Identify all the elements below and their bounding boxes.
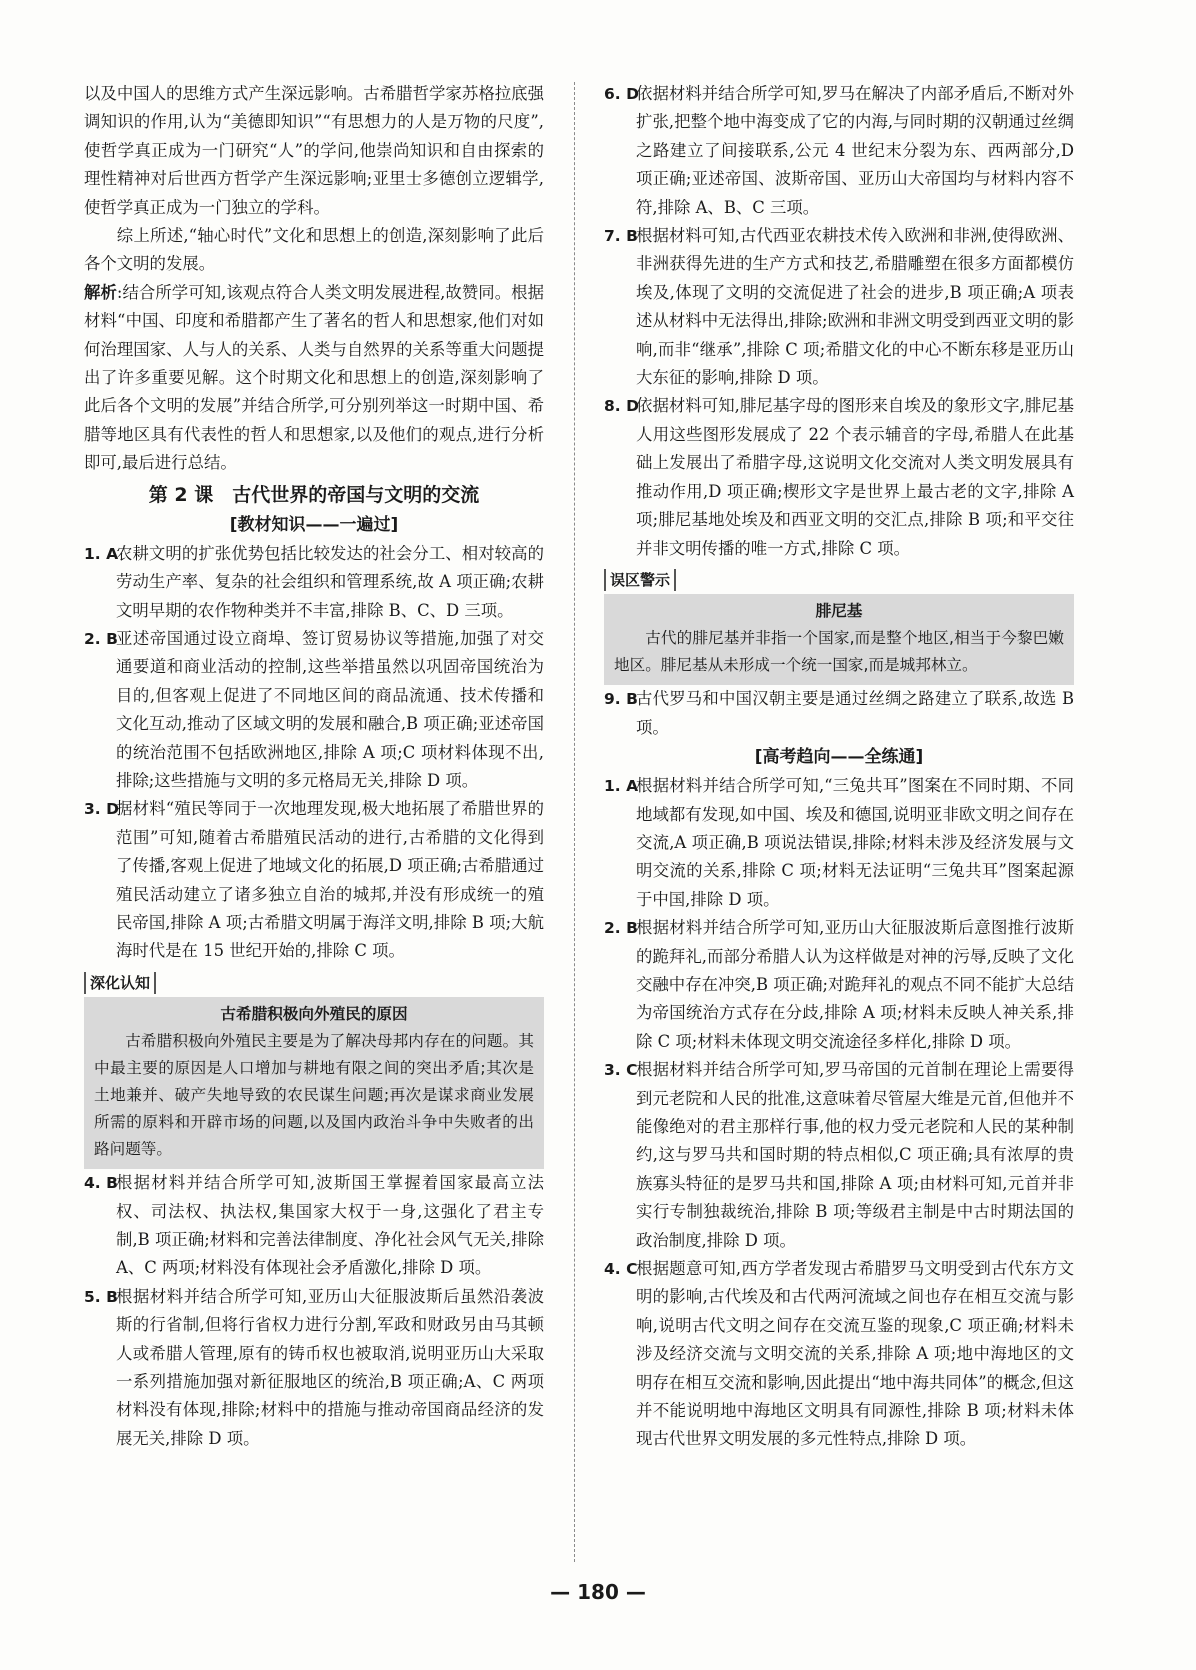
answer-number: 8. D xyxy=(604,397,639,416)
answer-text: 根据材料并结合所学可知,亚历山大征服波斯后虽然沿袭波斯的行省制,但将行省权力进行分割,军政和财政另由马其顿人或希腊人管理,原有的铸币权也被取消,说明亚历山大采取一系列措施加强对新征服地区的统治,B 项正确;A、C 两项材料没有体现,排除;材料中的措施与推动帝国商品经济的发展无关,排除 D 项。 xyxy=(116,1286,544,1448)
answer-text: 据材料“殖民等同于一次地理发现,极大地拓展了希腊世界的范围”可知,随着古希腊殖民活动的进行,古希腊的文化得到了传播,客观上促进了地域文化的拓展,D 项正确;古希腊通过殖民活动建立了诸多独立自治的城邦,并没有形成统一的殖民帝国,排除 A 项;古希腊文明属于海洋文明,排除 B 项;大航海时代是在 15 世纪开始的,排除 C 项。 xyxy=(116,799,544,961)
answer-item xyxy=(604,772,1074,914)
left-column xyxy=(84,80,544,1453)
answer-number: 5. B xyxy=(84,1287,118,1306)
answer-number: 3. D xyxy=(84,800,119,819)
answer-item xyxy=(604,685,1074,742)
answer-number: 2. B xyxy=(84,629,118,648)
answer-number: 1. A xyxy=(84,544,119,563)
answer-text: 依据材料可知,腓尼基字母的图形来自埃及的象形文字,腓尼基人用这些图形发展成了 22 个表示辅音的字母,希腊人在此基础上发展出了希腊字母,这说明文化交流对人类文明发展具有推动作用,D 项正确;楔形文字是世界上最古老的文字,排除 A 项;腓尼基地处埃及和西亚文明的交汇点,排除 B 项;和平交往并非文明传播的唯一方式,排除 C 项。 xyxy=(636,396,1074,558)
analysis-label: 解析 xyxy=(84,282,117,302)
answer-item xyxy=(84,540,544,625)
callout-box xyxy=(604,594,1074,685)
section-heading-exam: [高考趋向——全练通] xyxy=(754,747,924,768)
answer-number: 9. B xyxy=(604,690,638,709)
page-number: — 180 — xyxy=(550,1580,646,1604)
answer-text: 古代罗马和中国汉朝主要是通过丝绸之路建立了联系,故选 B 项。 xyxy=(636,689,1074,737)
callout-title: 腓尼基 xyxy=(815,602,863,621)
column-divider xyxy=(574,82,575,1562)
answer-number: 3. C xyxy=(604,1061,638,1080)
callout-body: 古希腊积极向外殖民主要是为了解决母邦内存在的问题。其中最主要的原因是人口增加与耕地有限之间的突出矛盾;其次是土地兼并、破产失地导致的农民谋生问题;再次是谋求商业发展所需的原料和开辟市场的问题,以及国内政治斗争中失败者的出路问题等。 xyxy=(94,1032,534,1159)
answer-number: 4. B xyxy=(84,1174,118,1193)
analysis-paragraph xyxy=(84,279,544,478)
answer-number: 7. B xyxy=(604,227,638,246)
answer-item xyxy=(604,914,1074,1056)
right-column xyxy=(604,80,1074,1454)
answer-item xyxy=(604,222,1074,392)
callout-title: 古希腊积极向外殖民的原因 xyxy=(220,1005,408,1024)
answer-number: 6. D xyxy=(604,85,639,103)
answer-text: 依据材料并结合所学可知,罗马在解决了内部矛盾后,不断对外扩张,把整个地中海变成了它的内海,与同时期的汉朝通过丝绸之路建立了间接联系,公元 4 世纪末分裂为东、西两部分,D 项正确;亚述帝国、波斯帝国、亚历山大帝国均与材料内容不符,排除 A、B、C 三项。 xyxy=(636,84,1074,217)
callout-tag: 深化认知 xyxy=(84,972,156,994)
callout-tag: 误区警示 xyxy=(604,569,676,591)
answer-item xyxy=(84,625,544,795)
answer-text: 根据材料并结合所学可知,亚历山大征服波斯后意图推行波斯的跪拜礼,而部分希腊人认为这样做是对神的污辱,反映了文化交融中存在冲突,B 项正确;对跪拜礼的观点不同不能扩大总结为帝国统治方式存在分歧,排除 A 项;材料未反映人神关系,排除 C 项;材料未体现文明交流途径多样化,排除 D 项。 xyxy=(636,918,1074,1051)
answer-text: 根据材料并结合所学可知,波斯国王掌握着国家最高立法权、司法权、执法权,集国家大权于一身,这强化了君主专制,B 项正确;材料和完善法律制度、净化社会风气无关,排除 A、C 两项;材料没有体现社会矛盾激化,排除 D 项。 xyxy=(116,1173,544,1278)
continued-paragraph: 以及中国人的思维方式产生深远影响。古希腊哲学家苏格拉底强调知识的作用,认为“美德即知识”“有思想力的人是万物的尺度”,使哲学真正成为一门研究“人”的学问,他崇尚知识和自由探索的理性精神对后世西方哲学产生深远影响;亚里士多德创立逻辑学,使哲学真正成为一门独立的学科。 xyxy=(84,84,544,217)
answer-text: 根据材料可知,古代西亚农耕技术传入欧洲和非洲,使得欧洲、非洲获得先进的生产方式和技艺,希腊雕塑在很多方面都模仿埃及,体现了文明的交流促进了社会的进步,B 项正确;A 项表述从材料中无法得出,排除;欧洲和非洲文明受到西亚文明的影响,而非“继承”,排除 C 项;希腊文化的中心不断东移是亚历山大东征的影响,排除 D 项。 xyxy=(636,226,1074,388)
answer-item xyxy=(604,392,1074,562)
answer-text: 农耕文明的扩张优势包括比较发达的社会分工、相对较高的劳动生产率、复杂的社会组织和管理系统,故 A 项正确;农耕文明早期的农作物种类并不丰富,排除 B、C、D 三项。 xyxy=(116,543,544,620)
section-heading-textbook: [教材知识——一遍过] xyxy=(229,514,399,535)
answer-item xyxy=(84,1283,544,1453)
answer-number: 4. C xyxy=(604,1260,638,1279)
answer-number: 1. A xyxy=(604,777,639,796)
answer-text: 根据材料并结合所学可知,“三兔共耳”图案在不同时期、不同地域都有发现,如中国、埃及和德国,说明亚非欧文明之间存在交流,A 项正确,B 项说法错误,排除;材料未涉及经济发展与文明交流的关系,排除 C 项;材料无法证明“三兔共耳”图案起源于中国,排除 D 项。 xyxy=(636,776,1074,909)
summary-paragraph: 综上所述,“轴心时代”文化和思想上的创造,深刻影响了此后各个文明的发展。 xyxy=(84,226,544,274)
analysis-text: :结合所学可知,该观点符合人类文明发展进程,故赞同。根据材料“中国、印度和希腊都产生了著名的哲人和思想家,他们对如何治理国家、人与人的关系、人类与自然界的关系等重大问题提出了许多重要见解。这个时期文化和思想上的创造,深刻影响了此后各个文明的发展”并结合所学,可分别列举这一时期中国、希腊等地区具有代表性的哲人和思想家,以及他们的观点,进行分析即可,最后进行总结。 xyxy=(84,282,544,473)
answer-item xyxy=(84,795,544,965)
lesson-title: 第 2 课 古代世界的帝国与文明的交流 xyxy=(148,483,480,506)
answer-item xyxy=(604,1255,1074,1454)
answer-text: 亚述帝国通过设立商埠、签订贸易协议等措施,加强了对交通要道和商业活动的控制,这些举措虽然以巩固帝国统治为目的,但客观上促进了不同地区间的商品流通、技术传播和文化互动,推动了区域文明的发展和融合,B 项正确;亚述帝国的统治范围不包括欧洲地区,排除 A 项;C 项材料体现不出,排除;这些措施与文明的多元格局无关,排除 D 项。 xyxy=(116,628,544,790)
answer-item xyxy=(604,80,1074,222)
callout-body: 古代的腓尼基并非指一个国家,而是整个地区,相当于今黎巴嫩地区。腓尼基从未形成一个统一国家,而是城邦林立。 xyxy=(614,629,1064,675)
answer-text: 根据题意可知,西方学者发现古希腊罗马文明受到古代东方文明的影响,古代埃及和古代两河流域之间也存在相互交流与影响,说明古代文明之间存在交流互鉴的现象,C 项正确;材料未涉及经济交流与文明交流的关系,排除 A 项;地中海地区的文明存在相互交流和影响,因此提出“地中海共同体”的概念,但这并不能说明地中海地区文明具有同源性,排除 B 项;材料未体现古代世界文明发展的多元性特点,排除 D 项。 xyxy=(636,1259,1074,1449)
answer-item xyxy=(84,1169,544,1283)
callout-box xyxy=(84,997,544,1169)
answer-number: 2. B xyxy=(604,919,638,938)
answer-text: 根据材料并结合所学可知,罗马帝国的元首制在理论上需要得到元老院和人民的批准,这意味着尽管屋大维是元首,但他并不能像绝对的君主那样行事,他的权力受元老院和人民的某种制约,这与罗马共和国时期的特点相似,C 项正确;具有浓厚的贵族寡头特征的是罗马共和国,排除 A 项;由材料可知,元首并非实行专制独裁统治,排除 B 项;等级君主制是中古时期法国的政治制度,排除 D 项。 xyxy=(636,1060,1074,1250)
answer-item xyxy=(604,1056,1074,1255)
